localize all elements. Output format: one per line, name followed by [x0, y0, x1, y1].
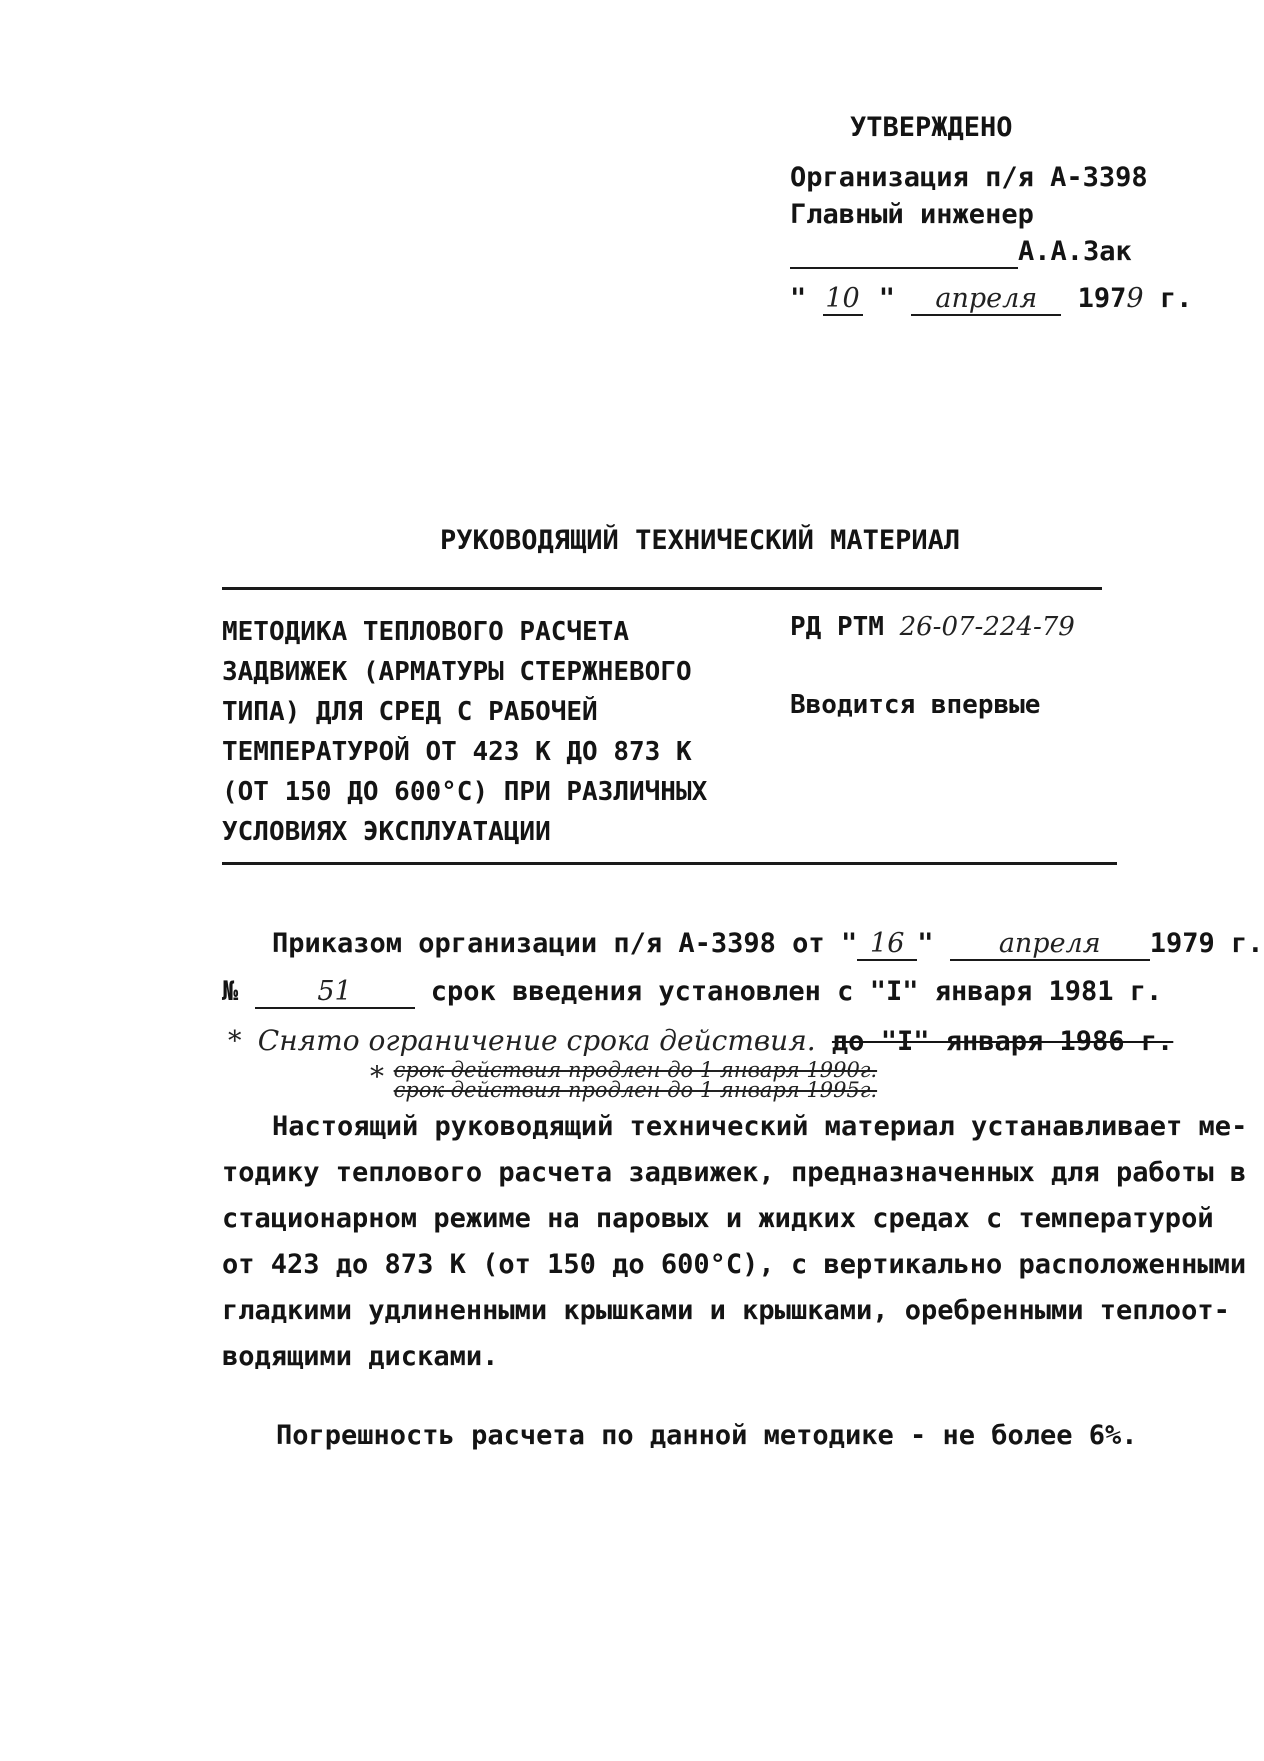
title-line: ЗАДВИЖЕК (АРМАТУРЫ СТЕРЖНЕВОГО — [222, 657, 692, 687]
order-day: 16 — [857, 928, 917, 961]
body-line: тодику теплового расчета задвижек, предназначенных для работы в — [222, 1157, 1247, 1188]
title-line: ТИПА) ДЛЯ СРЕД С РАБОЧЕЙ — [222, 697, 598, 727]
order-year: 1979 г. — [1149, 928, 1264, 959]
doc-title-block — [222, 612, 707, 852]
title-line: МЕТОДИКА ТЕПЛОВОГО РАСЧЕТА — [222, 617, 629, 647]
approval-signature-line — [790, 236, 1132, 269]
body-line: стационарном режиме на паровых и жидких средах с температурой — [222, 1203, 1214, 1234]
note-1-struck: до "I" января 1986 г. — [831, 1026, 1174, 1057]
approval-signatory: А.А.Зак — [1018, 236, 1132, 267]
intro-status: Вводится впервые — [790, 690, 1041, 720]
approval-day: 10 — [823, 283, 863, 316]
doc-code-prefix: РД РТМ — [790, 612, 900, 642]
date-quote-close: " — [878, 283, 896, 314]
date-quote-open: " — [790, 283, 807, 314]
approval-position: Главный инженер — [790, 199, 1034, 230]
approval-year-prefix: 197 — [1077, 283, 1127, 314]
doc-heading: РУКОВОДЯЩИЙ ТЕХНИЧЕСКИЙ МАТЕРИАЛ — [440, 525, 961, 556]
note-2 — [370, 1060, 877, 1100]
note-2-line-a: срок действия продлен до 1 января 1990г. — [393, 1058, 878, 1082]
approval-title: УТВЕРЖДЕНО — [850, 112, 1013, 143]
doc-code-number: 26-07-224-79 — [899, 612, 1075, 642]
order-quote: " — [917, 928, 934, 959]
body-line: Настоящий руководящий технический материал устанавливает ме- — [272, 1111, 1248, 1142]
order-term: срок введения установлен с "I" января 1981 г. — [430, 976, 1163, 1007]
note-2-star: * — [370, 1060, 384, 1093]
doc-code — [790, 612, 1075, 642]
order-line-1 — [272, 928, 1264, 961]
body-line: от 423 до 873 К (от 150 до 600°С), с вертикально расположенными — [222, 1249, 1247, 1280]
order-num-label: № — [222, 976, 239, 1007]
order-month: апреля — [950, 928, 1150, 961]
title-line: ТЕМПЕРАТУРОЙ ОТ 423 К ДО 873 К — [222, 737, 692, 767]
approval-date — [790, 283, 1192, 316]
order-line-2 — [222, 976, 1162, 1009]
note-1-handwritten: Снято ограничение срока действия. — [257, 1024, 816, 1057]
note-1-star: * — [228, 1026, 242, 1057]
top-rule — [222, 587, 1102, 590]
body-line: водящими дисками. — [222, 1341, 499, 1372]
order-number: 51 — [255, 976, 415, 1009]
approval-org: Организация п/я А-3398 — [790, 162, 1148, 193]
bottom-rule — [222, 862, 1117, 865]
approval-year-digit: 9 — [1126, 283, 1144, 314]
body-paragraph — [222, 1104, 1247, 1380]
body-line: гладкими удлиненными крышками и крышками, оребренными теплоот- — [222, 1295, 1230, 1326]
approval-month: апреля — [911, 283, 1061, 316]
title-line: УСЛОВИЯХ ЭКСПЛУАТАЦИИ — [222, 817, 551, 847]
note-2-line-b: срок действия продлен до 1 января 1995г. — [393, 1078, 878, 1102]
order-prefix: Приказом организации п/я А-3398 от " — [272, 928, 858, 959]
approval-year-tail: г. — [1143, 283, 1193, 314]
note-1 — [228, 1024, 1173, 1057]
body-accuracy: Погрешность расчета по данной методике - не более 6%. — [276, 1420, 1138, 1451]
title-line: (ОТ 150 ДО 600°С) ПРИ РАЗЛИЧНЫХ — [222, 777, 708, 807]
